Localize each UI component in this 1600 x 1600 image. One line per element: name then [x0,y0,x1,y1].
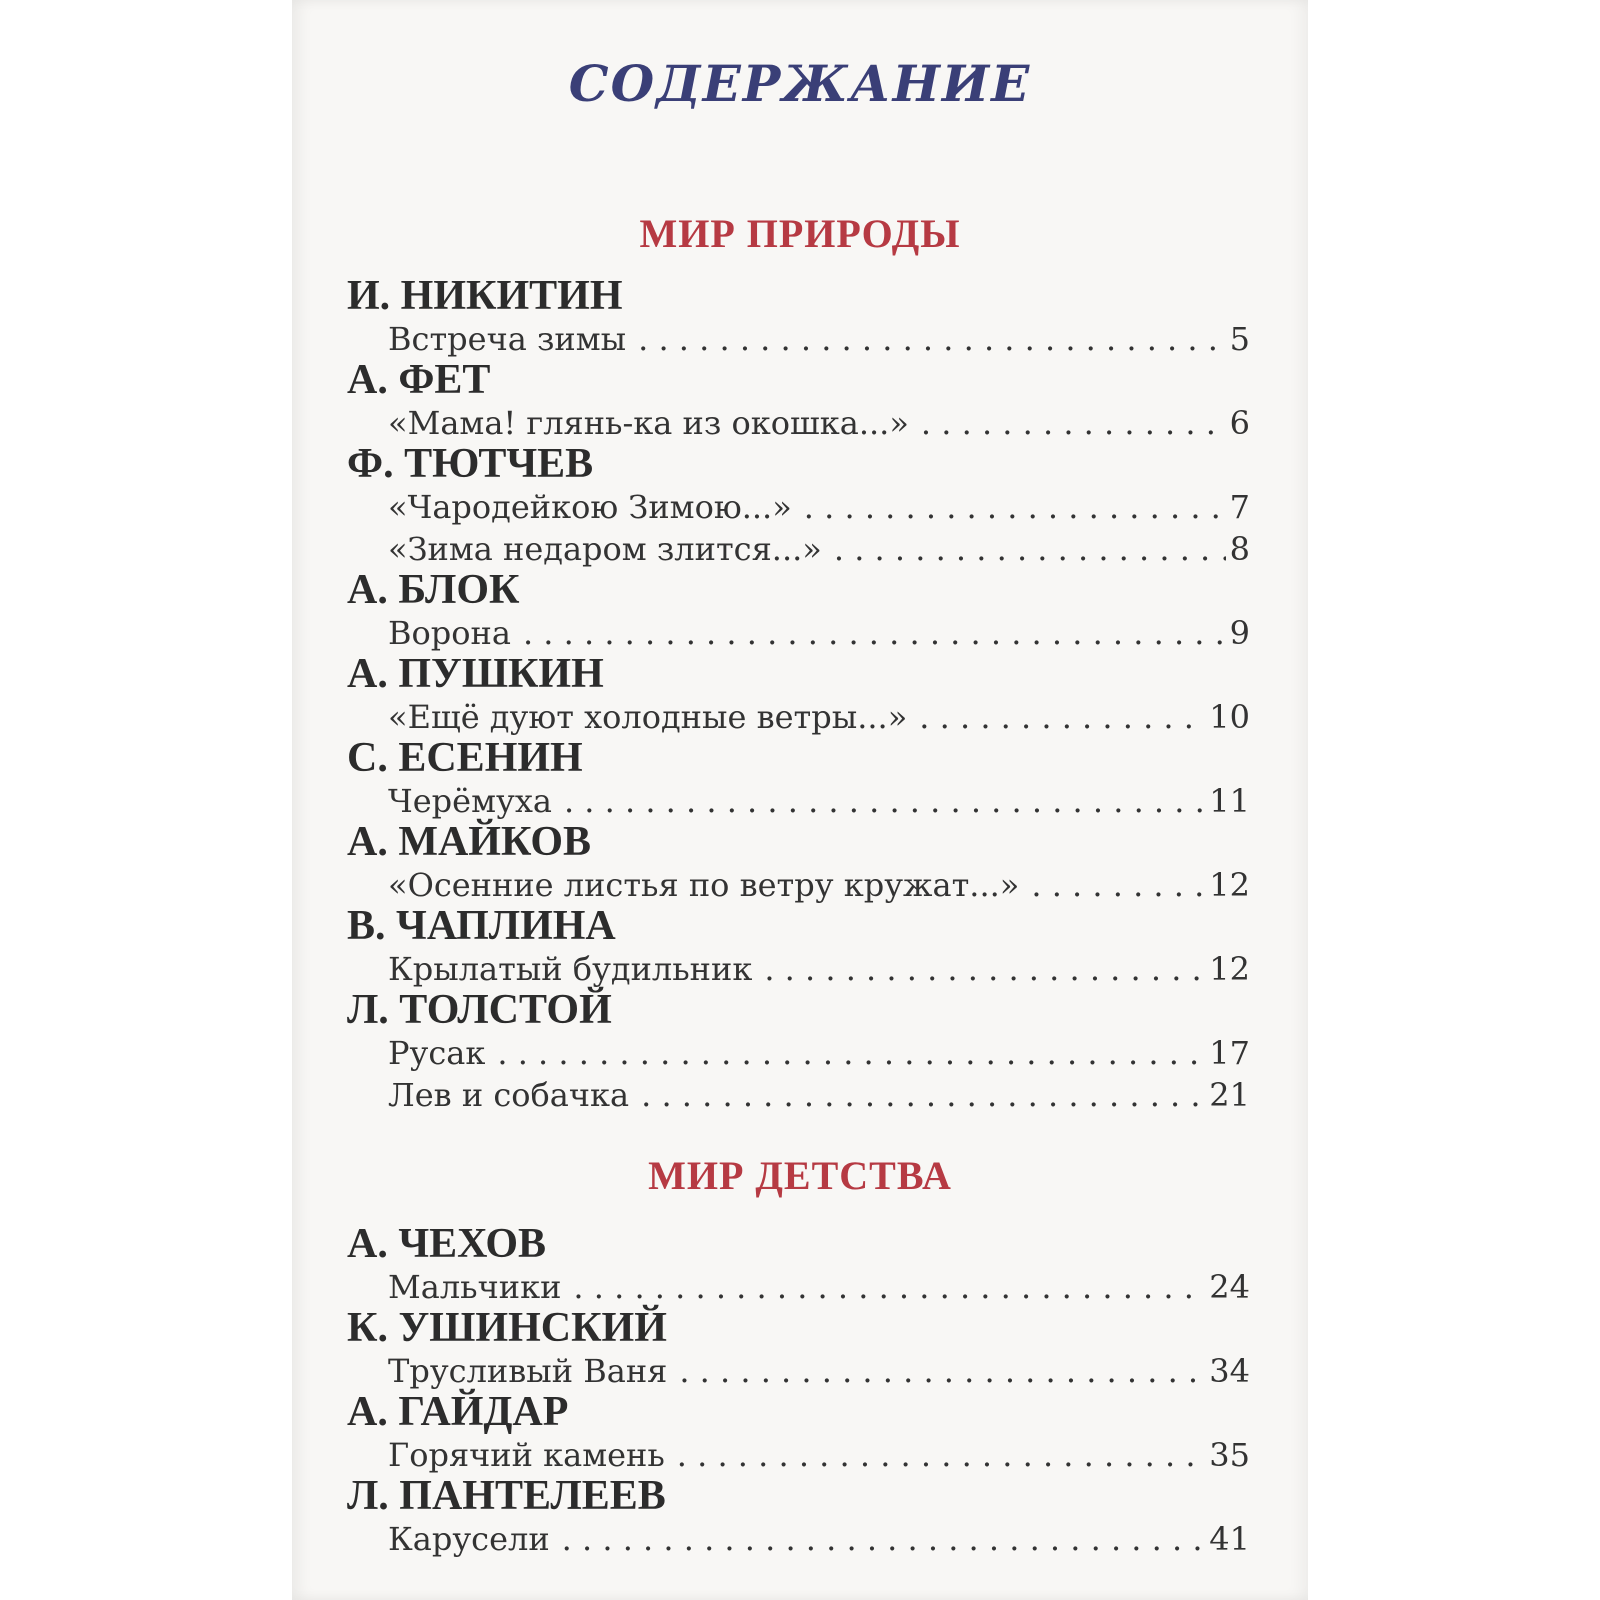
toc-entry[interactable] [388,1520,1250,1558]
entry-title: Мальчики [388,1268,562,1306]
entry-title: Лев и собачка [388,1076,630,1114]
entry-title: Встреча зимы [388,320,627,358]
author-tyutchev: Ф. ТЮТЧЕВ [347,441,594,487]
dot-leader [667,1352,1205,1390]
entry-page: 35 [1205,1436,1250,1474]
author-fet: А. ФЕТ [347,357,491,403]
section-heading-childhood: МИР ДЕТСТВА [648,1153,952,1198]
entry-title: «Ещё дуют холодные ветры...» [388,698,908,736]
toc-entry[interactable] [388,1436,1250,1474]
toc-entry[interactable] [388,782,1250,820]
entry-page: 34 [1205,1352,1250,1390]
entry-page: 41 [1205,1520,1250,1558]
entry-page: 12 [1205,866,1250,904]
toc-entry[interactable] [388,614,1250,652]
entry-title: Черёмуха [388,782,552,820]
entry-title: «Мама! глянь-ка из окошка...» [388,404,909,442]
entry-title: Русак [388,1034,486,1072]
toc-entry[interactable] [388,488,1250,526]
entry-page: 11 [1205,782,1250,820]
dot-leader [909,404,1226,442]
author-ushinsky: К. УШИНСКИЙ [347,1305,667,1351]
entry-page: 21 [1205,1076,1250,1114]
toc-entry[interactable] [388,1076,1250,1114]
dot-leader [550,1520,1206,1558]
author-chaplina: В. ЧАПЛИНА [347,903,616,949]
author-panteleev: Л. ПАНТЕЛЕЕВ [347,1473,666,1519]
author-gaidar: А. ГАЙДАР [347,1389,569,1435]
entry-title: «Осенние листья по ветру кружат...» [388,866,1020,904]
section-heading-nature: МИР ПРИРОДЫ [639,211,961,256]
dot-leader [752,950,1205,988]
book-page [292,0,1308,1600]
author-blok: А. БЛОК [347,567,520,613]
toc-entry[interactable] [388,530,1250,568]
dot-leader [629,1076,1205,1114]
toc-entry[interactable] [388,1268,1250,1306]
toc-entry[interactable] [388,404,1250,442]
author-maykov: А. МАЙКОВ [347,819,592,865]
author-esenin: С. ЕСЕНИН [347,735,583,781]
entry-page: 10 [1205,698,1250,736]
dot-leader [511,614,1226,652]
dot-leader [907,698,1205,736]
dot-leader [1019,866,1205,904]
author-pushkin: А. ПУШКИН [347,651,604,697]
dot-leader [561,1268,1205,1306]
entry-title: Трусливый Ваня [388,1352,668,1390]
entry-title: Крылатый будильник [388,950,753,988]
entry-page: 9 [1226,614,1250,652]
toc-entry[interactable] [388,1352,1250,1390]
author-tolstoy: Л. ТОЛСТОЙ [347,987,612,1033]
dot-leader [665,1436,1206,1474]
toc-entry[interactable] [388,1034,1250,1072]
author-chekhov: А. ЧЕХОВ [347,1221,547,1267]
entry-page: 12 [1205,950,1250,988]
entry-title: Ворона [388,614,511,652]
entry-title: «Зима недаром злится...» [388,530,822,568]
dot-leader [485,1034,1205,1072]
entry-page: 17 [1205,1034,1250,1072]
entry-page: 7 [1226,488,1250,526]
entry-page: 8 [1226,530,1250,568]
entry-title: Карусели [388,1520,550,1558]
entry-page: 5 [1226,320,1250,358]
toc-entry[interactable] [388,320,1250,358]
entry-page: 6 [1226,404,1250,442]
entry-title: Горячий камень [388,1436,665,1474]
dot-leader [626,320,1226,358]
entry-title: «Чародейкою Зимою...» [388,488,792,526]
toc-entry[interactable] [388,950,1250,988]
dot-leader [552,782,1205,820]
author-nikitin: И. НИКИТИН [347,273,623,319]
toc-title: СОДЕРЖАНИЕ [568,54,1032,113]
dot-leader [822,530,1226,568]
dot-leader [792,488,1226,526]
entry-page: 24 [1205,1268,1250,1306]
toc-entry[interactable] [388,698,1250,736]
toc-entry[interactable] [388,866,1250,904]
